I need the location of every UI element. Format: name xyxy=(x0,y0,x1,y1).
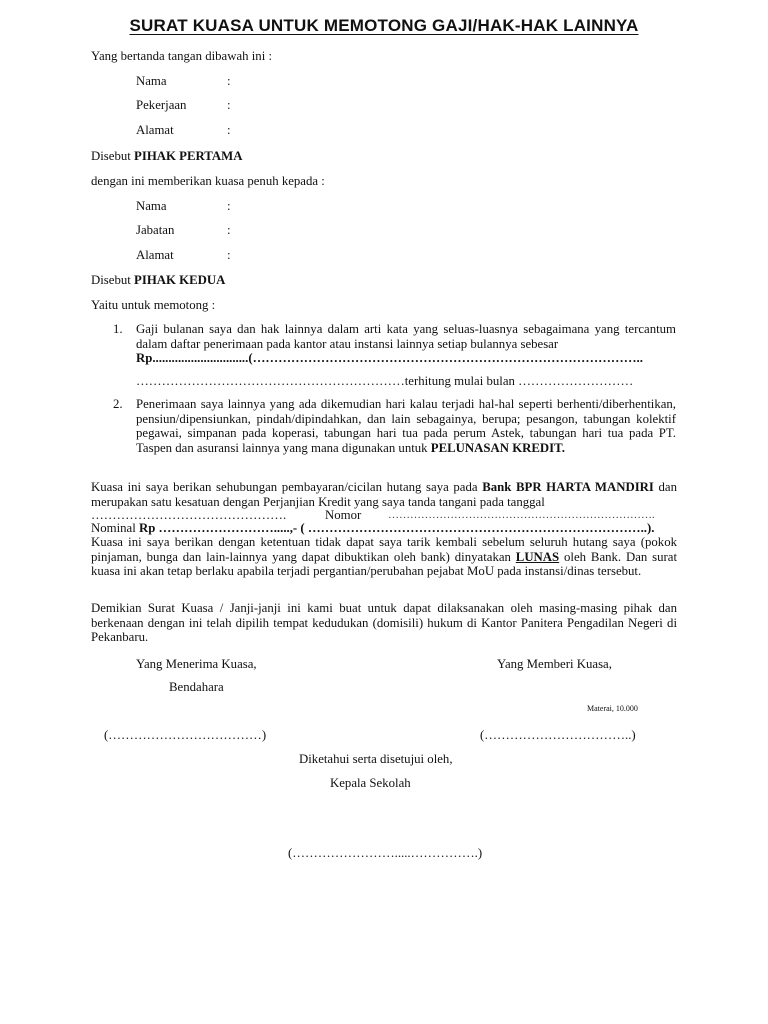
item2-text: Penerimaan saya lainnya yang ada dikemudian hari kalau terjadi hal-hal seperti berhenti/diberhentikan, pensiun/dipensiunkan, pindah/dipindahkan, dan lain sebagainya, berupa; pesangon, tabungan kolektif pegawai, simpanan pada koperasi, tabungan hari tua pada perum Astek, tabungan hari tua pada PT. Taspen dan asuransi lainnya yang mana digunakan untuk xyxy=(136,397,676,455)
item1-text: Gaji bulanan saya dan hak lainnya dalam arti kata yang seluas-luasnya sebagaimana yang tercantum dalam daftar penerimaan pada kantor atau instansi lainnya setiap bulannya sebesar xyxy=(136,322,676,351)
materai-label: Materai, 10.000 xyxy=(587,704,638,713)
disebut-prefix: Disebut xyxy=(91,149,131,163)
nomor-label: Nomor xyxy=(325,508,362,522)
field-label-pekerjaan: Pekerjaan xyxy=(136,98,187,112)
para3: Demikian Surat Kuasa / Janji-janji ini kami buat untuk dapat dilaksanakan oleh masing-masing pihak dan berkenaan dengan ini telah dipilih tempat kedudukan (domisili) hukum di Kantor Panitera Pengadilan Negeri di Pekanbaru. xyxy=(91,601,677,645)
nominal-line xyxy=(91,520,654,536)
bank-name: Bank BPR HARTA MANDIRI xyxy=(482,480,654,494)
field-label-alamat-2: Alamat xyxy=(136,248,174,262)
field-colon: : xyxy=(227,123,231,137)
tanggal-dots: ………………………………………. xyxy=(91,508,287,522)
para2 xyxy=(91,535,677,579)
pelunasan-kredit: PELUNASAN KREDIT. xyxy=(430,440,565,455)
field-colon: : xyxy=(227,199,231,213)
memotong-line: Yaitu untuk memotong : xyxy=(91,298,216,312)
head-title: Kepala Sekolah xyxy=(330,776,411,790)
field-label-nama-1: Nama xyxy=(136,74,167,88)
document-title: SURAT KUASA UNTUK MEMOTONG GAJI/HAK-HAK LAINNYA xyxy=(129,16,639,35)
item1-rp-line: Rp..............................(……………………………………………………………………………….. xyxy=(136,351,643,365)
receiver-title: Yang Menerima Kuasa, xyxy=(136,657,257,671)
giver-signature-blank: (……………………………..) xyxy=(480,728,636,742)
nominal-amount: Rp ……………………….....,- ( ……………………………………………………………………..). xyxy=(139,521,655,535)
item2-paragraph xyxy=(136,397,676,455)
field-colon: : xyxy=(227,248,231,262)
receiver-signature-blank: (………………………………) xyxy=(104,728,267,742)
pihak-pertama-label: PIHAK PERTAMA xyxy=(134,149,243,163)
field-label-alamat-1: Alamat xyxy=(136,123,174,137)
field-colon: : xyxy=(227,98,231,112)
disebut-pihak-kedua xyxy=(91,272,225,288)
intro-text: Yang bertanda tangan dibawah ini : xyxy=(91,49,273,63)
item2-number: 2. xyxy=(113,397,123,411)
nominal-label: Nominal xyxy=(91,521,136,535)
receiver-role: Bendahara xyxy=(169,680,224,694)
giver-title: Yang Memberi Kuasa, xyxy=(497,657,612,671)
head-signature-blank: (…………………….....…………….) xyxy=(288,846,483,860)
para1-post: dan merupakan satu kesatuan dengan Perjanjian Kredit yang saya tanda tangani pada tanggal xyxy=(91,480,678,509)
para1 xyxy=(91,480,677,509)
field-colon: : xyxy=(227,74,231,88)
kuasa-line: dengan ini memberikan kuasa penuh kepada : xyxy=(91,174,325,188)
field-label-jabatan: Jabatan xyxy=(136,223,175,237)
para1-pre: Kuasa ini saya berikan sehubungan pembayaran/cicilan hutang saya pada xyxy=(91,480,478,494)
item1-number: 1. xyxy=(113,322,123,336)
lunas-label: LUNAS xyxy=(515,549,560,564)
field-colon: : xyxy=(227,223,231,237)
pihak-kedua-label: PIHAK KEDUA xyxy=(134,273,226,287)
para2-post: oleh Bank. Dan surat kuasa ini akan tetap berlaku apabila terjadi pergantian/perubahan pejabat MoU pada instansi/dinas tersebut. xyxy=(91,549,678,579)
disebut-prefix: Disebut xyxy=(91,273,131,287)
nomor-dots: ………………………………………………………………. xyxy=(388,509,655,521)
para2-pre: Kuasa ini saya berikan dengan ketentuan tidak dapat saya tarik kembali sebelum seluruh hutang saya (pokok pinjaman, bunga dan lain-lainnya yang dapat dibuktikan oleh bank) dinyatakan xyxy=(91,535,677,564)
field-label-nama-2: Nama xyxy=(136,199,167,213)
disebut-pihak-pertama xyxy=(91,148,242,164)
item1-dots-line: ………………………………………………………terhitung mulai bulan ……………………… xyxy=(136,374,634,388)
approved-line: Diketahui serta disetujui oleh, xyxy=(299,752,453,766)
